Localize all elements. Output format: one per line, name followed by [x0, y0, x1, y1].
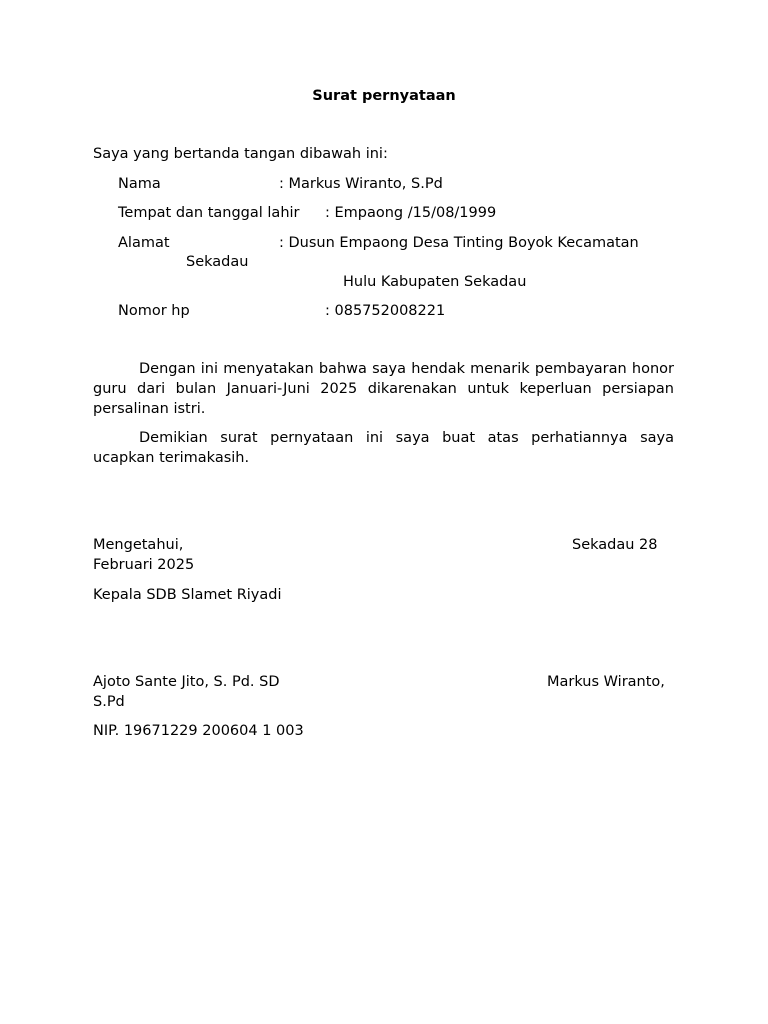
intro-text: Saya yang bertanda tangan dibawah ini:	[93, 146, 388, 162]
signature-place-date-line2: Februari 2025	[93, 557, 195, 573]
alamat-value-line2: Sekadau	[186, 254, 249, 270]
alamat-label: Alamat	[118, 235, 170, 251]
signature-right-name-line2: S.Pd	[93, 694, 125, 710]
ttl-label: Tempat dan tanggal lahir	[118, 205, 300, 221]
hp-label: Nomor hp	[118, 303, 190, 319]
ttl-value: : Empaong /15/08/1999	[325, 205, 497, 221]
nama-label: Nama	[118, 176, 161, 192]
signature-left-heading: Mengetahui,	[93, 537, 184, 553]
signature-place-date-line1: Sekadau 28	[572, 537, 658, 553]
hp-value: : 085752008221	[325, 303, 446, 319]
signature-right-name-line1: Markus Wiranto,	[547, 674, 665, 690]
body-paragraph-2: Demikian surat pernyataan ini saya buat atas perhatiannya saya ucapkan terimakasih.	[93, 430, 674, 466]
document-title: Surat pernyataan	[312, 88, 456, 104]
body-paragraph-1: Dengan ini menyatakan bahwa saya hendak menarik pembayaran honor guru dari bulan Januari-Juni 2025 dikarenakan untuk keperluan persiapan persalinan istri.	[93, 361, 674, 417]
alamat-value-line1: : Dusun Empaong Desa Tinting Boyok Kecamatan	[279, 235, 639, 251]
nama-value: : Markus Wiranto, S.Pd	[279, 176, 443, 192]
signature-left-name: Ajoto Sante Jito, S. Pd. SD	[93, 674, 280, 690]
signature-left-role: Kepala SDB Slamet Riyadi	[93, 587, 282, 603]
signature-left-nip: NIP. 19671229 200604 1 003	[93, 723, 304, 739]
alamat-value-line3: Hulu Kabupaten Sekadau	[343, 274, 527, 290]
